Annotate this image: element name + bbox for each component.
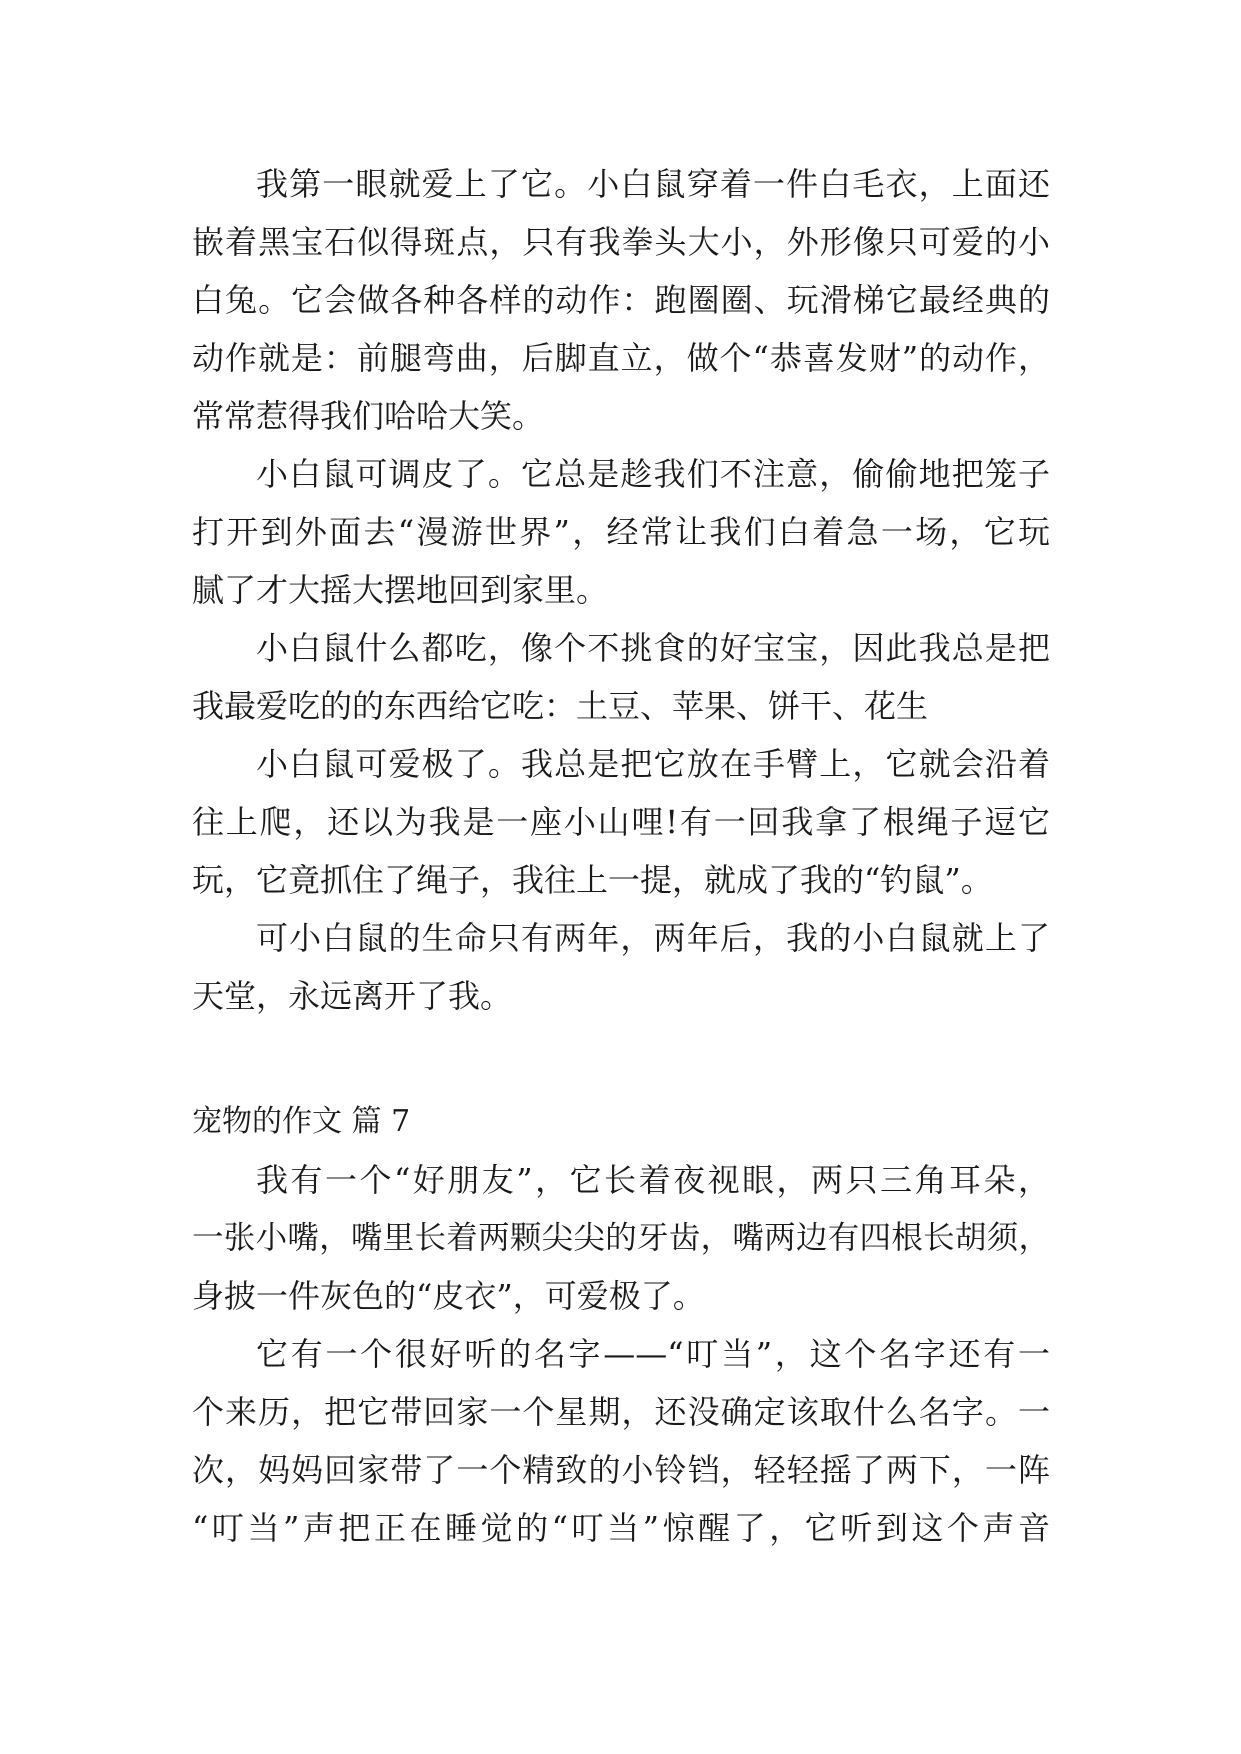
text-line: 我有一个“好朋友”，它长着夜视眼，两只三角耳朵， [256, 1161, 1050, 1199]
text-line: 白兔。它会做各种各样的动作：跑圈圈、玩滑梯它最经典的 [192, 281, 1050, 319]
text-line: 次，妈妈回家带了一个精致的小铃铛，轻轻摇了两下，一阵 [192, 1451, 1050, 1489]
section-heading: 宠物的作文 篇 7 [192, 1104, 411, 1139]
text-line: 个来历，把它带回家一个星期，还没确定该取什么名字。一 [192, 1393, 1050, 1431]
text-line: 天堂，永远离开了我。 [192, 977, 513, 1015]
text-line: 一张小嘴，嘴里长着两颗尖尖的牙齿，嘴两边有四根长胡须， [192, 1220, 1050, 1256]
text-line: 身披一件灰色的“皮衣”，可爱极了。 [192, 1277, 705, 1315]
text-line: “叮当”声把正在睡觉的“叮当”惊醒了，它听到这个声音 [192, 1509, 1050, 1547]
text-line: 打开到外面去“漫游世界”，经常让我们白着急一场，它玩 [192, 513, 1050, 551]
text-line: 它有一个很好听的名字——“叮当”，这个名字还有一 [256, 1335, 1050, 1373]
text-line: 可小白鼠的生命只有两年，两年后，我的小白鼠就上了 [256, 919, 1050, 957]
text-line: 玩，它竟抓住了绳子，我往上一提，就成了我的“钓鼠”。 [192, 861, 993, 899]
text-line: 小白鼠什么都吃，像个不挑食的好宝宝，因此我总是把 [256, 629, 1050, 667]
text-line: 小白鼠可爱极了。我总是把它放在手臂上，它就会沿着 [256, 745, 1050, 783]
text-line: 常常惹得我们哈哈大笑。 [192, 397, 545, 435]
text-line: 腻了才大摇大摆地回到家里。 [192, 571, 609, 609]
text-line: 嵌着黑宝石似得斑点，只有我拳头大小，外形像只可爱的小 [192, 223, 1050, 261]
text-line: 小白鼠可调皮了。它总是趁我们不注意，偷偷地把笼子 [256, 455, 1050, 493]
text-line: 动作就是：前腿弯曲，后脚直立，做个“恭喜发财”的动作， [192, 339, 1050, 377]
text-line: 我第一眼就爱上了它。小白鼠穿着一件白毛衣，上面还 [256, 165, 1050, 203]
text-line: 往上爬，还以为我是一座小山哩!有一回我拿了根绳子逗它 [192, 803, 1050, 841]
text-line: 我最爱吃的的东西给它吃：土豆、苹果、饼干、花生 [192, 687, 929, 725]
